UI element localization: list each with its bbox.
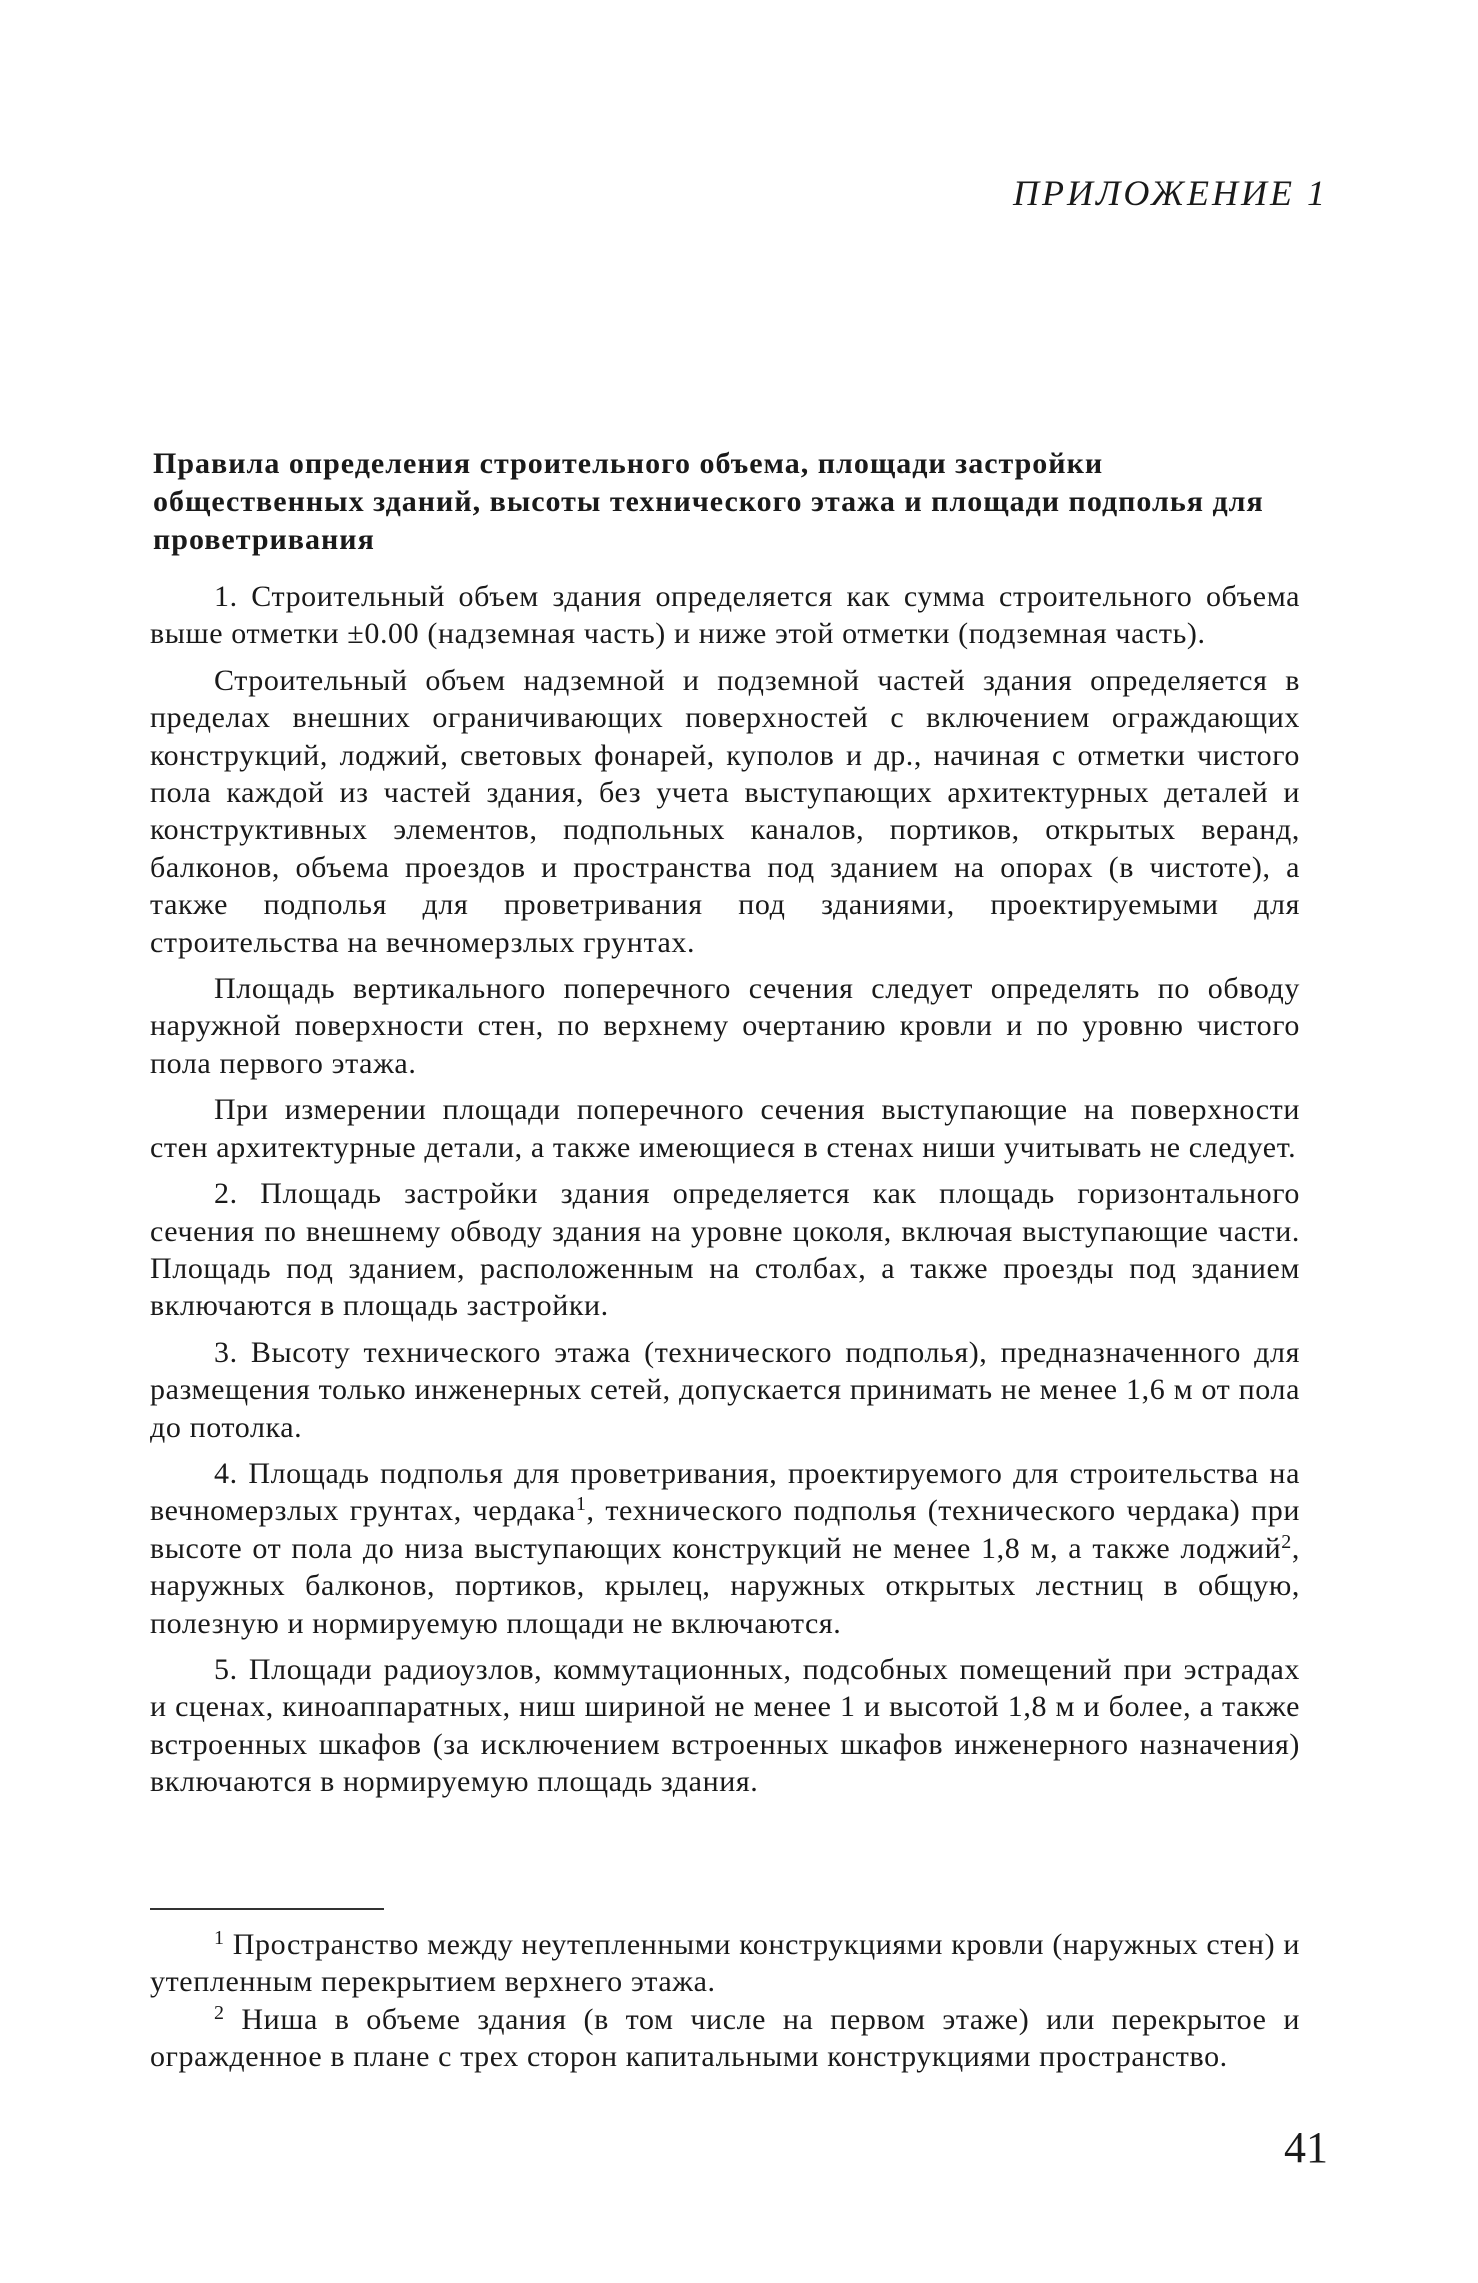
paragraph-2: Строительный объем надземной и подземной частей здания определяется в пределах внешних ограничивающих поверхностей с включением ограждающих конструкций, лоджий, световых фонарей, куполов и др., начиная с отметки чистого пола каждой из частей здания, без учета выступающих архитектурных деталей и конструктивных элементов, подпольных каналов, портиков, открытых веранд, балконов, объема проездов и пространства под зданием на опорах (в чистоте), а также подполья для проветривания под зданиями, проектируемыми для строительства на вечномерзлых грунтах.: [150, 663, 1300, 959]
section-heading: Правила определения строительного объема, площади застройки общественных зданий, высоты технического этажа и площади подполья для проветривания: [153, 447, 1264, 556]
paragraph-4: При измерении площади поперечного сечения выступающие на поверхности стен архитектурные детали, а также имеющиеся в стенах ниши учитывать не следует.: [150, 1093, 1300, 1164]
paragraph-8: 5. Площади радиоузлов, коммутационных, подсобных помещений при эстрадах и сценах, киноаппаратных, ниш шириной не менее 1 и высотой 1,8 м и более, а также встроенных шкафов (за исключением встроенных шкафов инженерного назначения) включаются в нормируемую площадь здания.: [150, 1652, 1300, 1799]
paragraph-1: 1. Строительный объем здания определяется как сумма строительного объема выше отметки ±0.00 (надземная часть) и ниже этой отметки (подземная часть).: [150, 580, 1300, 651]
footnote-divider: [150, 1908, 384, 1910]
paragraph-5: 2. Площадь застройки здания определяется как площадь горизонтального сечения по внешнему обводу здания на уровне цоколя, включая выступающие части. Площадь под зданием, расположенным на столбах, а также проезды под зданием включаются в площадь застройки.: [150, 1177, 1300, 1323]
footnote-marker-1: 1: [214, 1927, 225, 1949]
appendix-label: ПРИЛОЖЕНИЕ 1: [1013, 173, 1328, 213]
page-number: 41: [1284, 2123, 1328, 2172]
paragraph-3: Площадь вертикального поперечного сечения следует определять по обводу наружной поверхности стен, по верхнему очертанию кровли и по уровню чистого пола первого этажа.: [150, 972, 1300, 1080]
body-text: [150, 578, 1300, 1810]
footnote-marker-2: 2: [214, 2001, 225, 2024]
paragraph-7: [150, 1455, 1300, 1642]
paragraph-7-part-1: 4. Площадь подполья для проветривания, проектируемого для строительства на вечномерзлых грунтах, чердака: [150, 1456, 1300, 1528]
footnote-text-2: Ниша в объеме здания (в том числе на первом этаже) или перекрытое и огражденное в плане с трех сторон капитальными конструкциями пространство.: [150, 2002, 1300, 2074]
footnotes: [150, 1926, 1300, 2076]
footnote-ref-1: 1: [575, 1493, 587, 1516]
footnote-1: [150, 1926, 1300, 2001]
paragraph-7-part-2: , технического подполья (технического чердака) при высоте от пола до низа выступающих конструкций не менее 1,8 м, а также лоджий: [150, 1494, 1301, 1565]
footnote-text-1: Пространство между неутепленными конструкциями кровли (наружных стен) и утепленным перекрытием верхнего этажа.: [150, 1928, 1300, 1999]
paragraph-7-part-3: , наружных балконов, портиков, крылец, наружных открытых лестниц в общую, полезную и нормируемую площади не включаются.: [150, 1531, 1300, 1640]
footnote-ref-2: 2: [1281, 1530, 1292, 1553]
footnote-2: [150, 2001, 1300, 2076]
paragraph-6: 3. Высоту технического этажа (технического подполья), предназначенного для размещения только инженерных сетей, допускается принимать не менее 1,6 м от пола до потолка.: [150, 1335, 1300, 1444]
